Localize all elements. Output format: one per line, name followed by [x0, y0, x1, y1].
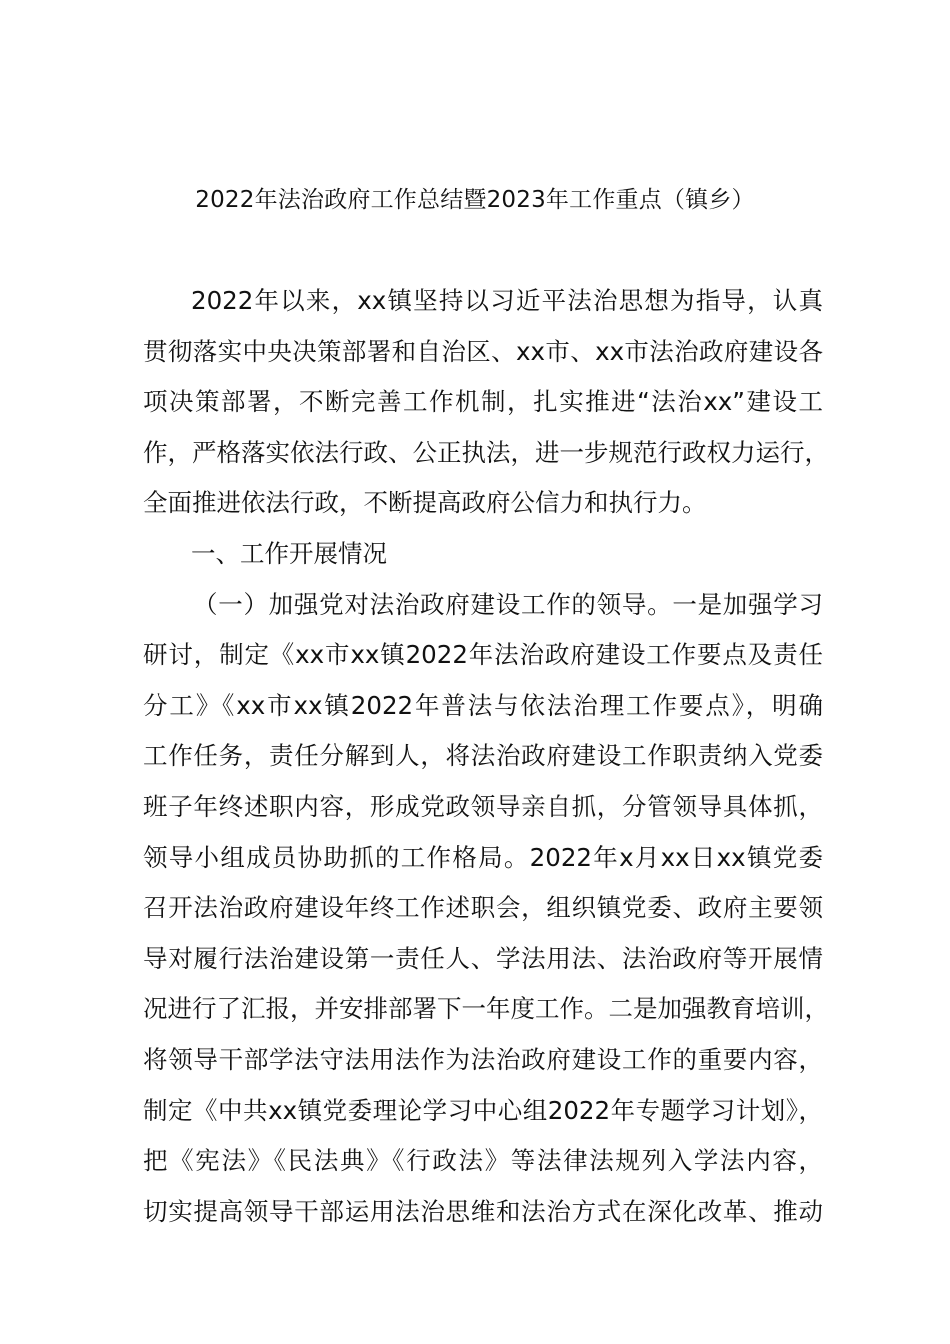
body-line: 切实提高领导干部运用法治思维和法治方式在深化改革、推动 — [143, 1196, 823, 1226]
body-line: 制定《中共xx镇党委理论学习中心组2022年专题学习计划》， — [143, 1095, 823, 1125]
body-line: 班子年终述职内容，形成党政领导亲自抓，分管领导具体抓， — [143, 791, 823, 821]
body-line: 研讨，制定《xx市xx镇2022年法治政府建设工作要点及责任 — [143, 640, 823, 670]
body-line: 工作任务，责任分解到人，将法治政府建设工作职责纳入党委 — [143, 741, 823, 771]
body-line: 将领导干部学法守法用法作为法治政府建设工作的重要内容， — [143, 1044, 823, 1074]
body-line: 导对履行法治建设第一责任人、学法用法、法治政府等开展情 — [143, 943, 823, 973]
body-line: 2022年以来，xx镇坚持以习近平法治思想为指导，认真 — [191, 286, 823, 315]
body-line: 把《宪法》《民法典》《行政法》等法律法规列入学法内容， — [143, 1146, 823, 1176]
body-line: 全面推进依法行政，不断提高政府公信力和执行力。 — [143, 488, 707, 518]
document-title: 2022年法治政府工作总结暨2023年工作重点（镇乡） — [195, 187, 755, 213]
section-heading: 一、工作开展情况 — [191, 538, 387, 568]
subsection-heading-line: （一）加强党对法治政府建设工作的领导。一是加强学习 — [193, 589, 823, 619]
body-line: 况进行了汇报，并安排部署下一年度工作。二是加强教育培训， — [143, 994, 829, 1024]
body-line: 项决策部署，不断完善工作机制，扎实推进“法治xx”建设工 — [143, 387, 823, 417]
body-line: 贯彻落实中央决策部署和自治区、xx市、xx市法治政府建设各 — [143, 336, 823, 366]
body-line: 作，严格落实依法行政、公正执法，进一步规范行政权力运行， — [143, 437, 829, 467]
body-line: 领导小组成员协助抓的工作格局。2022年x月xx日xx镇党委 — [143, 842, 823, 872]
body-line: 召开法治政府建设年终工作述职会，组织镇党委、政府主要领 — [143, 893, 823, 923]
body-line: 分工》《xx市xx镇2022年普法与依法治理工作要点》，明确 — [143, 690, 823, 720]
document-body — [143, 283, 829, 1244]
